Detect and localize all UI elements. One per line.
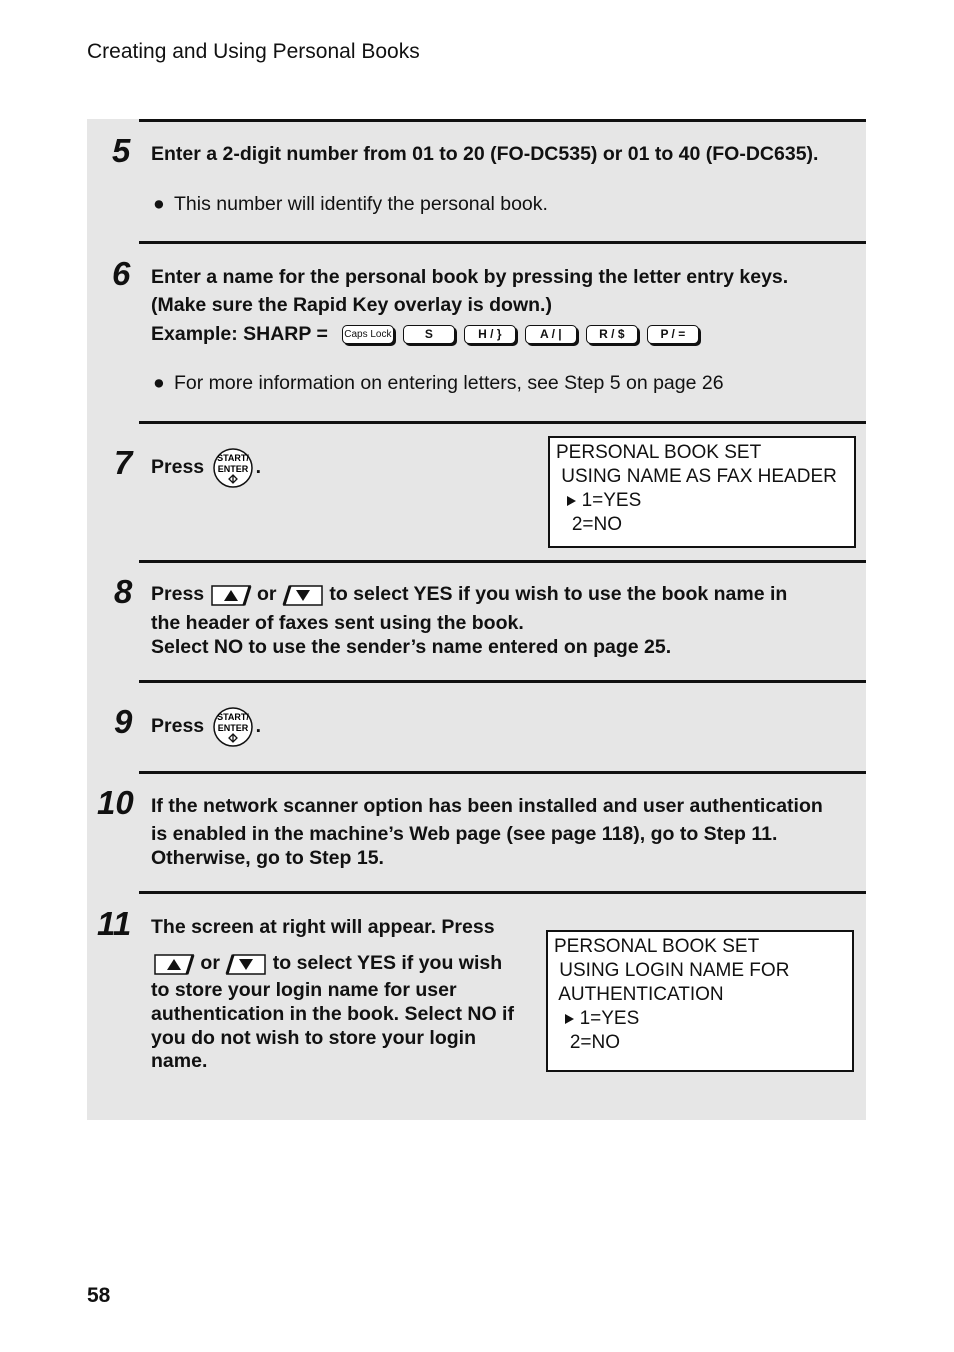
step-9-press: Press <box>151 715 205 737</box>
display-line: 2=NO <box>556 514 622 535</box>
step-9-period: . <box>255 715 261 737</box>
key-s: S <box>403 325 455 344</box>
step-11-line6: name. <box>151 1050 208 1072</box>
step-6-example <box>151 322 708 347</box>
display-line: PERSONAL BOOK SET <box>556 442 762 463</box>
step-5-note-text: This number will identify the personal book. <box>174 193 548 215</box>
start-enter-icon <box>210 706 256 748</box>
step-5-note <box>153 192 548 217</box>
step-divider <box>139 119 866 122</box>
key-h: H / } <box>464 325 516 344</box>
step-divider <box>139 680 866 683</box>
step-5-instruction: Enter a 2-digit number from 01 to 20 (FO-DC535) or 01 to 40 (FO-DC635). <box>151 143 819 165</box>
step-10-line2: is enabled in the machine’s Web page (see page 118), go to Step 11. <box>151 823 778 845</box>
step-8-line1-rest: to select YES if you wish to use the book name in <box>329 583 788 606</box>
step-8-line3: Select NO to use the sender’s name entered on page 25. <box>151 636 672 658</box>
start-label: START/ <box>216 452 249 463</box>
page-header: Creating and Using Personal Books <box>87 40 420 63</box>
step-divider <box>139 560 866 563</box>
step-7-instruction <box>151 446 261 489</box>
step-11-or: or <box>200 952 220 975</box>
display-line: 2=NO <box>554 1032 620 1053</box>
step-11-display <box>546 930 854 1072</box>
step-5-number: 5 <box>112 132 131 169</box>
step-divider <box>139 421 866 424</box>
step-9-instruction <box>151 705 261 748</box>
display-line: USING LOGIN NAME FOR <box>554 960 790 981</box>
step-6-note-text: For more information on entering letters, see Step 5 on page 26 <box>174 372 724 394</box>
display-option-yes: 1=YES <box>581 490 642 511</box>
step-8-or: or <box>256 583 277 606</box>
step-10-number: 10 <box>97 784 134 821</box>
start-enter-icon <box>210 447 256 489</box>
start-label: START/ <box>216 711 249 722</box>
key-a: A / | <box>525 325 577 344</box>
step-7-display <box>548 436 856 548</box>
enter-label: ENTER <box>217 722 248 733</box>
step-11-line3: to store your login name for user <box>151 979 457 1001</box>
step-10-line3: Otherwise, go to Step 15. <box>151 847 384 869</box>
step-6-number: 6 <box>112 255 131 292</box>
up-arrow-key-icon <box>210 582 252 608</box>
up-arrow-key-icon <box>153 951 195 977</box>
step-6-note <box>153 371 724 396</box>
step-divider <box>139 891 866 894</box>
display-option-yes: 1=YES <box>579 1008 640 1029</box>
key-r: R / $ <box>586 325 638 344</box>
step-11-line2 <box>153 951 502 977</box>
step-11-line5: you do not wish to store your login <box>151 1027 476 1049</box>
step-8-number: 8 <box>114 573 133 610</box>
step-7-number: 7 <box>114 444 133 481</box>
step-6-line1: Enter a name for the personal book by pressing the letter entry keys. <box>151 266 789 288</box>
cursor-arrow-icon <box>565 1014 574 1024</box>
display-line-selected <box>554 1007 846 1031</box>
bullet-icon: ● <box>153 193 165 215</box>
display-line: PERSONAL BOOK SET <box>554 936 760 957</box>
step-11-number: 11 <box>97 905 132 942</box>
step-11-line1: The screen at right will appear. Press <box>151 916 495 938</box>
down-arrow-key-icon <box>225 951 267 977</box>
bullet-icon: ● <box>153 372 165 394</box>
step-9-number: 9 <box>114 703 133 740</box>
step-8-line2: the header of faxes sent using the book. <box>151 612 524 634</box>
step-6-line2: (Make sure the Rapid Key overlay is down.) <box>151 294 552 316</box>
step-7-press: Press <box>151 456 205 478</box>
cursor-arrow-icon <box>567 496 576 506</box>
step-8-press: Press <box>151 583 205 606</box>
step-10-line1: If the network scanner option has been installed and user authentication <box>151 795 823 817</box>
enter-label: ENTER <box>217 463 248 474</box>
key-p: P / = <box>647 325 699 344</box>
step-11-line4: authentication in the book. Select NO if <box>151 1003 514 1025</box>
display-line: AUTHENTICATION <box>554 984 724 1005</box>
key-caps-lock: Caps Lock <box>342 325 394 344</box>
page-number: 58 <box>87 1284 111 1307</box>
step-6-example-label: Example: SHARP = <box>151 323 328 345</box>
display-line: USING NAME AS FAX HEADER <box>556 466 837 487</box>
step-11-line2-rest: to select YES if you wish <box>272 952 503 975</box>
step-divider <box>139 241 866 244</box>
step-divider <box>139 771 866 774</box>
down-arrow-key-icon <box>282 582 324 608</box>
step-7-period: . <box>255 456 261 478</box>
display-line-selected <box>556 489 848 513</box>
step-8-line1 <box>151 582 787 608</box>
